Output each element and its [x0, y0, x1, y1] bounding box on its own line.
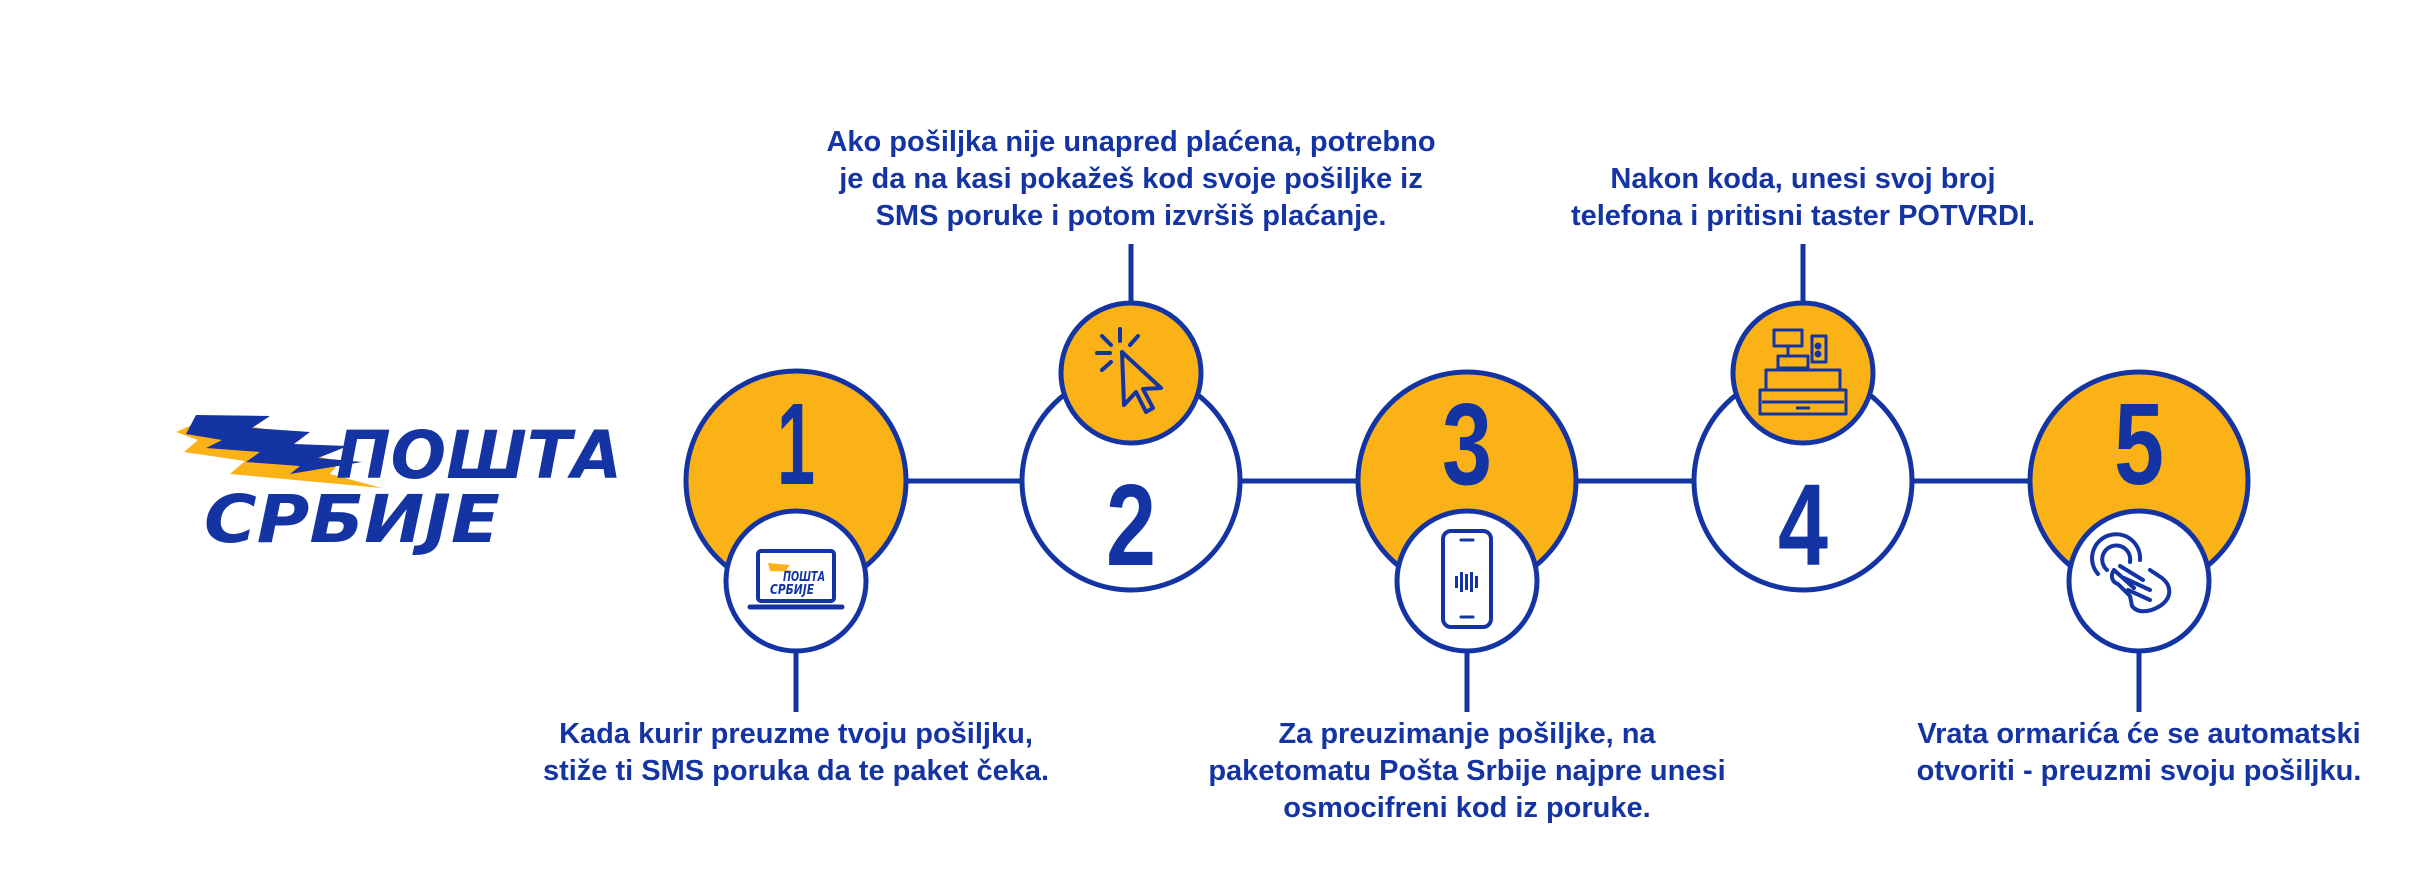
step-5-text-line-2: otvoriti - preuzmi svoju pošiljku.: [1916, 755, 2362, 787]
step-number-1: 1: [777, 379, 815, 509]
step-2-text-line-2: je da na kasi pokažeš kod svoje pošiljke iz: [839, 163, 1423, 195]
icon-circle-4: [1733, 303, 1873, 443]
step-4-text-line-2: telefona i pritisni taster POTVRDI.: [1570, 200, 2036, 232]
step-number-4: 4: [1778, 460, 1828, 590]
step-1-text-line-2: stiže ti SMS poruka da te paket čeka.: [542, 755, 1050, 787]
step-number-2: 2: [1106, 460, 1156, 590]
step-5-description: [1889, 716, 2389, 790]
step-number-3: 3: [1442, 379, 1492, 509]
step-4-text-line-1: Nakon koda, unesi svoj broj: [1610, 163, 1996, 195]
step-1-description: [526, 716, 1066, 790]
step-4: [1694, 303, 1912, 590]
smartphone-icon: [1443, 531, 1491, 627]
step-5-text-line-1: Vrata ormarića će se automatski: [1917, 718, 2361, 750]
icon-circle-2: [1061, 303, 1201, 443]
step-2-text-line-3: SMS poruke i potom izvršiš plaćanje.: [875, 200, 1387, 232]
step-2-text-line-1: Ako pošiljka nije unapred plaćena, potrebno: [826, 126, 1436, 158]
step-1: [686, 371, 906, 651]
step-number-5: 5: [2114, 379, 2164, 509]
laptop-screen-logo-line2: СРБИЈЕ: [770, 583, 815, 598]
timeline: [686, 244, 2248, 712]
step-2: [1022, 303, 1240, 590]
step-5: [2030, 372, 2248, 651]
step-3-text-line-2: paketomatu Pošta Srbije najpre unesi: [1208, 755, 1726, 787]
step-1-text-line-1: Kada kurir preuzme tvoju pošiljku,: [559, 718, 1033, 750]
laptop-icon: [750, 551, 842, 607]
laptop-screen-logo-line1: ПОШТА: [783, 570, 825, 585]
icon-circle-5: [2069, 511, 2209, 651]
step-3-description: [1182, 716, 1752, 827]
step-2-description: [811, 124, 1451, 235]
posta-srbije-logo: [176, 415, 622, 558]
step-3: [1358, 372, 1576, 651]
step-4-description: [1553, 161, 2053, 235]
logo-text-line2: СРБИЈЕ: [204, 481, 500, 558]
logo-text-line1: ПОШТА: [336, 417, 622, 494]
step-3-text-line-3: osmocifreni kod iz poruke.: [1283, 792, 1651, 824]
step-3-text-line-1: Za preuzimanje pošiljke, na: [1278, 718, 1656, 750]
